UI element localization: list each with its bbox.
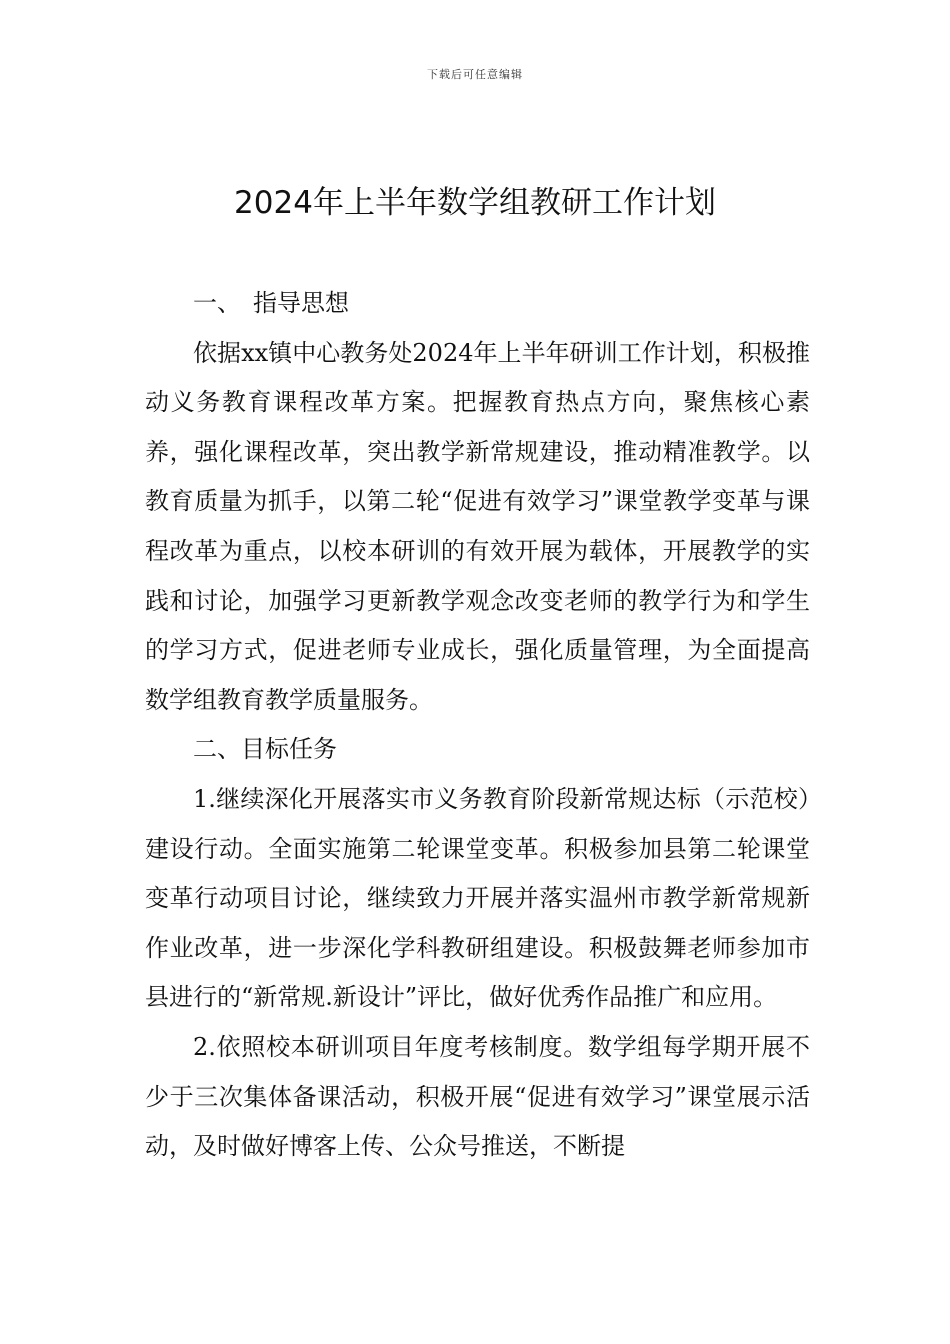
- section-heading-guiding-thought: 一、 指导思想: [193, 289, 349, 317]
- section-heading-goals: 二、目标任务: [193, 735, 337, 764]
- document-body: [145, 279, 810, 1172]
- paragraph-goal-item-1: 1.继续深化开展落实市义务教育阶段新常规达标（示范校）建设行动。全面实施第二轮课堂变革。积极参加县第二轮课堂变革行动项目讨论，继续致力开展并落实温州市教学新常规新作业改革，进一步深化学科教研组建设。积极鼓舞老师参加市县进行的“新常规.新设计”评比，做好优秀作品推广和应用。: [145, 784, 810, 1012]
- header-note: 下载后可任意编辑: [427, 68, 523, 81]
- document-title: 2024年上半年数学组教研工作计划: [234, 185, 716, 221]
- paragraph-guiding-thought: 依据xx镇中心教务处2024年上半年研训工作计划，积极推动义务教育课程改革方案。把握教育热点方向，聚焦核心素养，强化课程改革，突出教学新常规建设，推动精准教学。以教育质量为抓手，以第二轮“促进有效学习”课堂教学变革与课程改革为重点，以校本研训的有效开展为载体，开展教学的实践和讨论，加强学习更新教学观念改变老师的教学行为和学生的学习方式，促进老师专业成长，强化质量管理，为全面提高数学组教育教学质量服务。: [145, 338, 810, 714]
- paragraph-goal-item-2: 2.依照校本研训项目年度考核制度。数学组每学期开展不少于三次集体备课活动，积极开展“促进有效学习”课堂展示活动，及时做好博客上传、公众号推送，不断提: [145, 1032, 810, 1161]
